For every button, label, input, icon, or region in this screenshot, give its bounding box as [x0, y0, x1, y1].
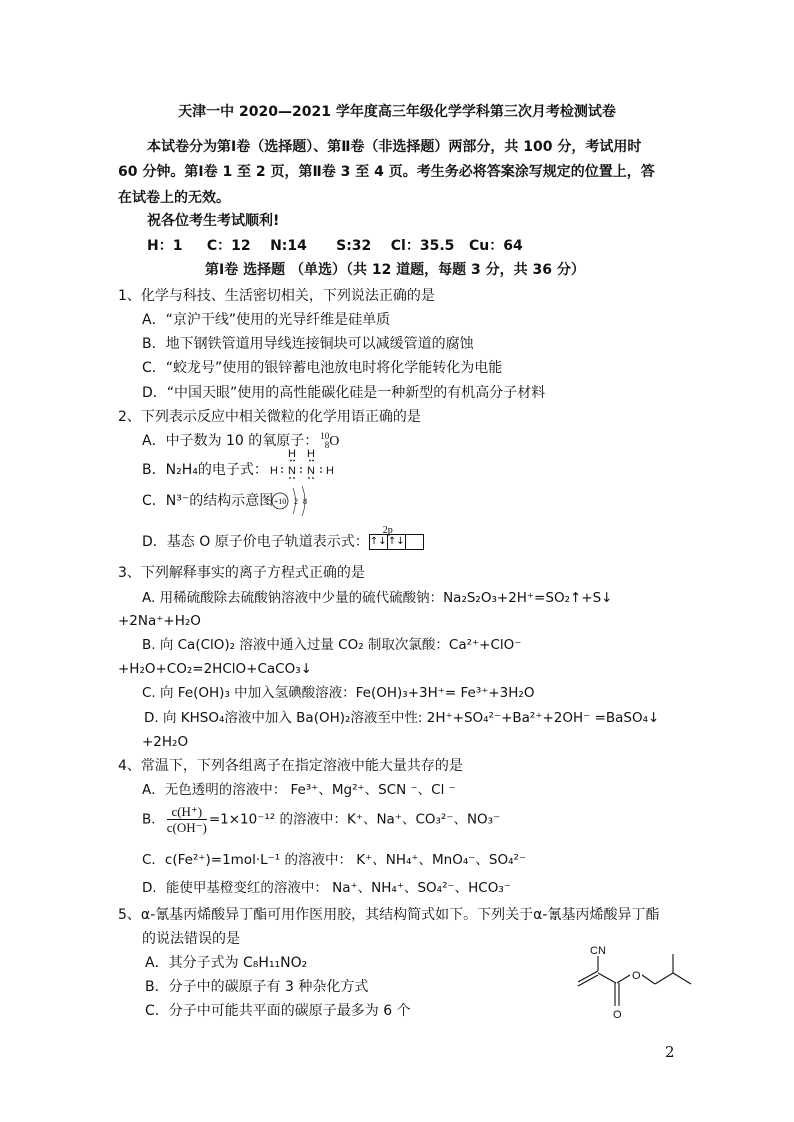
- q5-option-a: A．其分子式为 C₈H₁₁NO₂: [145, 955, 308, 971]
- q3-option-a-line-1: A. 用稀硫酸除去硫酸钠溶液中少量的硫代硫酸钠：Na₂S₂O₃+2H⁺=SO₂↑+S↓: [142, 590, 613, 606]
- q4-option-a: A．无色透明的溶液中： Fe³⁺、Mg²⁺、SCN ⁻、Cl ⁻: [142, 782, 456, 798]
- q1-option-b: B．地下钢铁管道用导线连接铜块可以减缓管道的腐蚀: [142, 336, 474, 352]
- q4-option-d: D．能使甲基橙变红的溶液中： Na⁺、NH₄⁺、SO₄²⁻、HCO₃⁻: [142, 880, 511, 896]
- q2-option-d-label: D．基态 O 原子价电子轨道表示式：: [142, 534, 369, 550]
- q3-option-a-line-2: +2Na⁺+H₂O: [118, 613, 201, 629]
- ester-oxygen-label: O: [632, 970, 641, 982]
- q3-option-b-line-2: +H₂O+CO₂=2HClO+CaCO₃↓: [118, 661, 312, 677]
- svg-text:H: H: [326, 465, 334, 477]
- mass-number: 10: [320, 431, 330, 441]
- q4-option-b: [142, 804, 500, 835]
- q1-stem: 1、化学与科技、生活密切相关，下列说法正确的是: [118, 288, 435, 304]
- orbital-box-2: ↑↓: [387, 536, 405, 547]
- svg-text:N: N: [307, 465, 315, 477]
- q5-stem-line-2: 的说法错误的是: [142, 931, 240, 947]
- good-luck-line: 祝各位考生考试顺利!: [147, 213, 280, 229]
- q3-option-d-line-1: D. 向 KHSO₄溶液中加入 Ba(OH)₂溶液至中性: 2H⁺+SO₄²⁻+Ba²⁺+2OH⁻ =BaSO₄↓: [144, 710, 660, 726]
- q3-option-c: C. 向 Fe(OH)₃ 中加入氢碘酸溶液：Fe(OH)₃+3H⁺= Fe³⁺+3H₂O: [142, 685, 535, 701]
- q4-stem: 4、常温下，下列各组离子在指定溶液中能大量共存的是: [118, 758, 463, 774]
- orbital-box-3: [406, 535, 423, 549]
- q5-stem-line-1: 5、α-氰基丙烯酸异丁酯可用作医用胶，其结构简式如下。下列关于α-氰基丙烯酸异丁酯: [118, 907, 660, 923]
- q5-option-b: B．分子中的碳原子有 3 种杂化方式: [145, 979, 369, 995]
- q2-option-a-label: A．中子数为 10 的氧原子：: [142, 433, 319, 449]
- svg-text:H: H: [307, 448, 315, 460]
- shell-2-electrons: 8: [303, 497, 307, 506]
- q3-option-b-line-1: B. 向 Ca(ClO)₂ 溶液中通入过量 CO₂ 制取次氯酸：Ca²⁺+ClO⁻: [142, 637, 522, 653]
- intro-line-2: 60 分钟。第Ⅰ卷 1 至 2 页，第Ⅱ卷 3 至 4 页。考生务必将答案涂写规定的位置上，答: [118, 164, 655, 180]
- q4-option-c: C．c(Fe²⁺)=1mol·L⁻¹ 的溶液中： K⁺、NH₄⁺、MnO₄⁻、SO₄²⁻: [142, 852, 527, 868]
- nucleus-charge: +10: [273, 497, 287, 506]
- orbital-label: 2p: [382, 525, 393, 536]
- svg-text:H: H: [288, 448, 296, 460]
- q5-option-c: C．分子中可能共平面的碳原子最多为 6 个: [145, 1003, 411, 1019]
- hydrazine-lewis-structure: [268, 447, 338, 485]
- section-title: 第Ⅰ卷 选择题 （单选）（共 12 道题，每题 3 分，共 36 分）: [205, 262, 585, 278]
- intro-line-1: 本试卷分为第Ⅰ卷（选择题）、第Ⅱ卷（非选择题）两部分，共 100 分，考试用时: [147, 139, 642, 155]
- orbital-diagram-2p: [369, 525, 424, 550]
- shell-1-electrons: 2: [294, 497, 298, 506]
- page-number: 2: [665, 1043, 675, 1061]
- isobutyl-cyanoacrylate-structure: [570, 942, 700, 1028]
- intro-line-3: 在试卷上的无效。: [118, 190, 230, 206]
- ratio-denominator: c(OH⁻): [166, 820, 207, 835]
- q1-option-d: D．“中国天眼”使用的高性能碳化硅是一种新型的有机高分子材料: [142, 385, 546, 401]
- q3-stem: 3、下列解释事实的离子方程式正确的是: [118, 565, 365, 581]
- q3-option-d-line-2: +2H₂O: [142, 734, 189, 750]
- q4-option-b-text: =1×10⁻¹² 的溶液中：K⁺、Na⁺、CO₃²⁻、NO₃⁻: [208, 811, 501, 828]
- svg-text:H: H: [270, 465, 278, 477]
- exam-title: 天津一中 2020—2021 学年度高三年级化学学科第三次月考检测试卷: [178, 104, 616, 120]
- q2-stem: 2、下列表示反应中相关微粒的化学用语正确的是: [118, 409, 421, 425]
- q2-option-b: [142, 461, 268, 479]
- atomic-masses: H：1 C：12 N:14 S:32 Cl：35.5 Cu：64: [147, 238, 523, 254]
- nitride-atomic-structure-diagram: [270, 484, 314, 522]
- svg-text:N: N: [288, 465, 296, 477]
- q4-option-b-label: B．: [142, 811, 165, 828]
- carbonyl-oxygen-label: O: [613, 1009, 622, 1021]
- element-symbol: O: [329, 434, 340, 449]
- ratio-numerator: c(H⁺): [167, 804, 207, 820]
- atomic-number: 8: [324, 440, 330, 450]
- cyano-group-label: CN: [590, 945, 606, 957]
- q1-option-c: C．“蛟龙号”使用的银锌蓄电池放电时将化学能转化为电能: [142, 360, 503, 376]
- orbital-box-1: ↑↓: [369, 536, 387, 547]
- q1-option-a: A．“京沪干线”使用的光导纤维是硅单质: [142, 312, 391, 328]
- q2-option-c: [142, 492, 273, 510]
- q2-option-d: [142, 525, 424, 551]
- q2-option-b-label: B．N₂H₄的电子式：: [142, 462, 268, 478]
- q2-option-c-label: C．N³⁻的结构示意图: [142, 493, 274, 509]
- hydrogen-hydroxide-ratio: [167, 804, 207, 835]
